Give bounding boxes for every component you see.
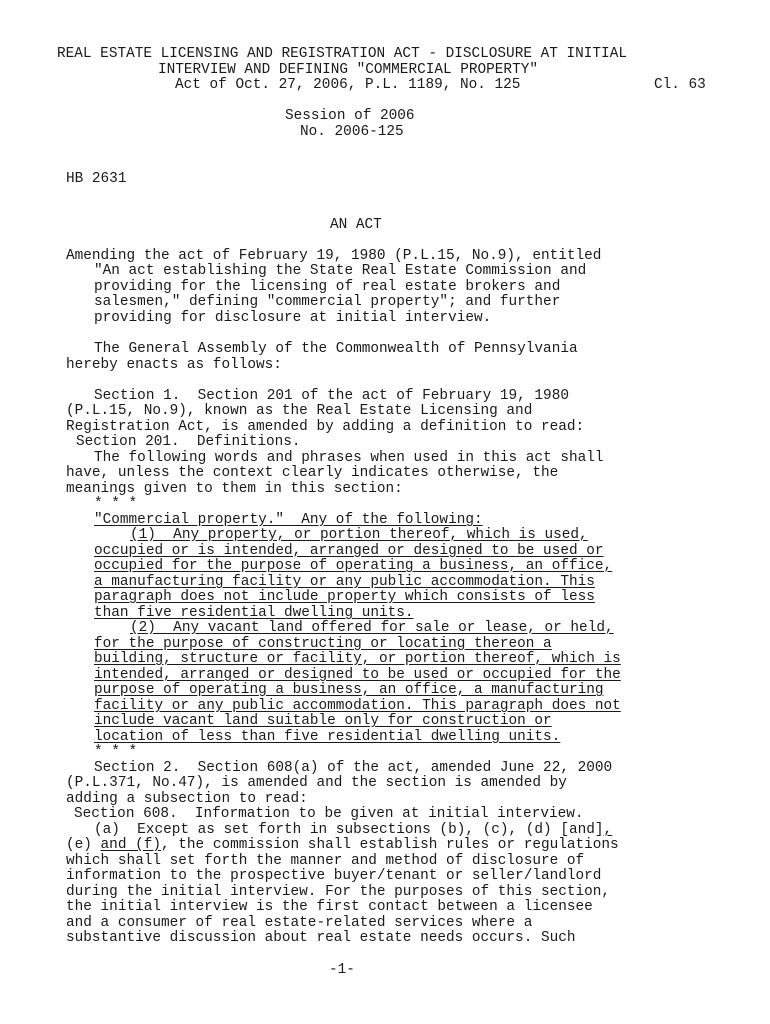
subsection-e-ref: (e) bbox=[66, 837, 101, 853]
enacting-clause: hereby enacts as follows: bbox=[66, 357, 282, 373]
definition-paragraph-1: paragraph does not include property which consists of less bbox=[94, 589, 595, 605]
section-608-heading: Section 608. Information to be given at initial interview. bbox=[74, 806, 584, 822]
section-2-text: Section 2. Section 608(a) of the act, amended June 22, 2000 bbox=[94, 760, 613, 776]
section-201-intro: have, unless the context clearly indicates otherwise, the bbox=[66, 465, 559, 481]
subsection-a-rest: , the commission shall establish rules or regulations bbox=[161, 837, 619, 853]
definition-paragraph-2: for the purpose of constructing or locating thereon a bbox=[94, 636, 552, 652]
section-608-body: the initial interview is the first contact between a licensee bbox=[66, 899, 593, 915]
section-201-intro: The following words and phrases when used in this act shall bbox=[94, 450, 604, 466]
section-1-text: Section 1. Section 201 of the act of February 19, 1980 bbox=[94, 388, 569, 404]
act-citation: Act of Oct. 27, 2006, P.L. 1189, No. 125 bbox=[175, 77, 521, 93]
section-2-text: adding a subsection to read: bbox=[66, 791, 308, 807]
definition-paragraph-2: include vacant land suitable only for construction or bbox=[94, 713, 552, 729]
section-1-text: (P.L.15, No.9), known as the Real Estate Licensing and bbox=[66, 403, 533, 419]
section-201-intro: meanings given to them in this section: bbox=[66, 481, 403, 497]
definition-paragraph-2: (2) Any vacant land offered for sale or lease, or held, bbox=[130, 620, 614, 636]
omission-marker: * * * bbox=[94, 496, 138, 512]
commercial-property-definition: "Commercial property." Any of the following: bbox=[94, 512, 483, 528]
amending-line: providing for disclosure at initial interview. bbox=[94, 310, 492, 326]
amending-line: "An act establishing the State Real Estate Commission and bbox=[94, 263, 587, 279]
definition-paragraph-2: purpose of operating a business, an office, a manufacturing bbox=[94, 682, 604, 698]
session: Session of 2006 bbox=[285, 108, 415, 124]
subsection-a-continued bbox=[66, 837, 619, 853]
definition-paragraph-2: facility or any public accommodation. This paragraph does not bbox=[94, 698, 621, 714]
inserted-text: and (f) bbox=[100, 837, 161, 853]
section-1-text: Registration Act, is amended by adding a definition to read: bbox=[66, 419, 585, 435]
definition-paragraph-1: occupied for the purpose of operating a business, an office, bbox=[94, 558, 613, 574]
section-2-text: (P.L.371, No.47), is amended and the section is amended by bbox=[66, 775, 567, 791]
enacting-clause: The General Assembly of the Commonwealth of Pennsylvania bbox=[94, 341, 578, 357]
definition-paragraph-2: intended, arranged or designed to be used or occupied for the bbox=[94, 667, 621, 683]
title-line-1: REAL ESTATE LICENSING AND REGISTRATION ACT - DISCLOSURE AT INITIAL bbox=[57, 46, 627, 62]
section-201-heading: Section 201. Definitions. bbox=[76, 434, 301, 450]
definition-paragraph-1: a manufacturing facility or any public accommodation. This bbox=[94, 574, 595, 590]
definition-paragraph-2: building, structure or facility, or portion thereof, which is bbox=[94, 651, 621, 667]
section-608-body: and a consumer of real estate-related services where a bbox=[66, 915, 533, 931]
act-number: No. 2006-125 bbox=[300, 124, 404, 140]
section-608-body: substantive discussion about real estate needs occurs. Such bbox=[66, 930, 576, 946]
amending-line: providing for the licensing of real estate brokers and bbox=[94, 279, 561, 295]
definition-paragraph-2: location of less than five residential dwelling units. bbox=[94, 729, 561, 745]
title-line-2: INTERVIEW AND DEFINING "COMMERCIAL PROPERTY" bbox=[158, 62, 538, 78]
page-number: -1- bbox=[329, 962, 355, 978]
omission-marker: * * * bbox=[94, 744, 138, 760]
classification: Cl. 63 bbox=[654, 77, 706, 93]
bill-number: HB 2631 bbox=[66, 171, 127, 187]
section-608-body: information to the prospective buyer/tenant or seller/landlord bbox=[66, 868, 602, 884]
section-608-body: which shall set forth the manner and method of disclosure of bbox=[66, 853, 585, 869]
section-608-body: during the initial interview. For the purposes of this section, bbox=[66, 884, 611, 900]
subsection-a bbox=[94, 822, 612, 838]
definition-paragraph-1: (1) Any property, or portion thereof, which is used, bbox=[130, 527, 588, 543]
definition-paragraph-1: than five residential dwelling units. bbox=[94, 605, 414, 621]
inserted-comma: , bbox=[603, 822, 613, 838]
definition-paragraph-1: occupied or is intended, arranged or designed to be used or bbox=[94, 543, 604, 559]
amending-line: Amending the act of February 19, 1980 (P.L.15, No.9), entitled bbox=[66, 248, 602, 264]
subsection-a-text: (a) Except as set forth in subsections (b), (c), (d) [and] bbox=[94, 822, 604, 838]
amending-line: salesmen," defining "commercial property"; and further bbox=[94, 294, 561, 310]
act-heading: AN ACT bbox=[330, 217, 382, 233]
